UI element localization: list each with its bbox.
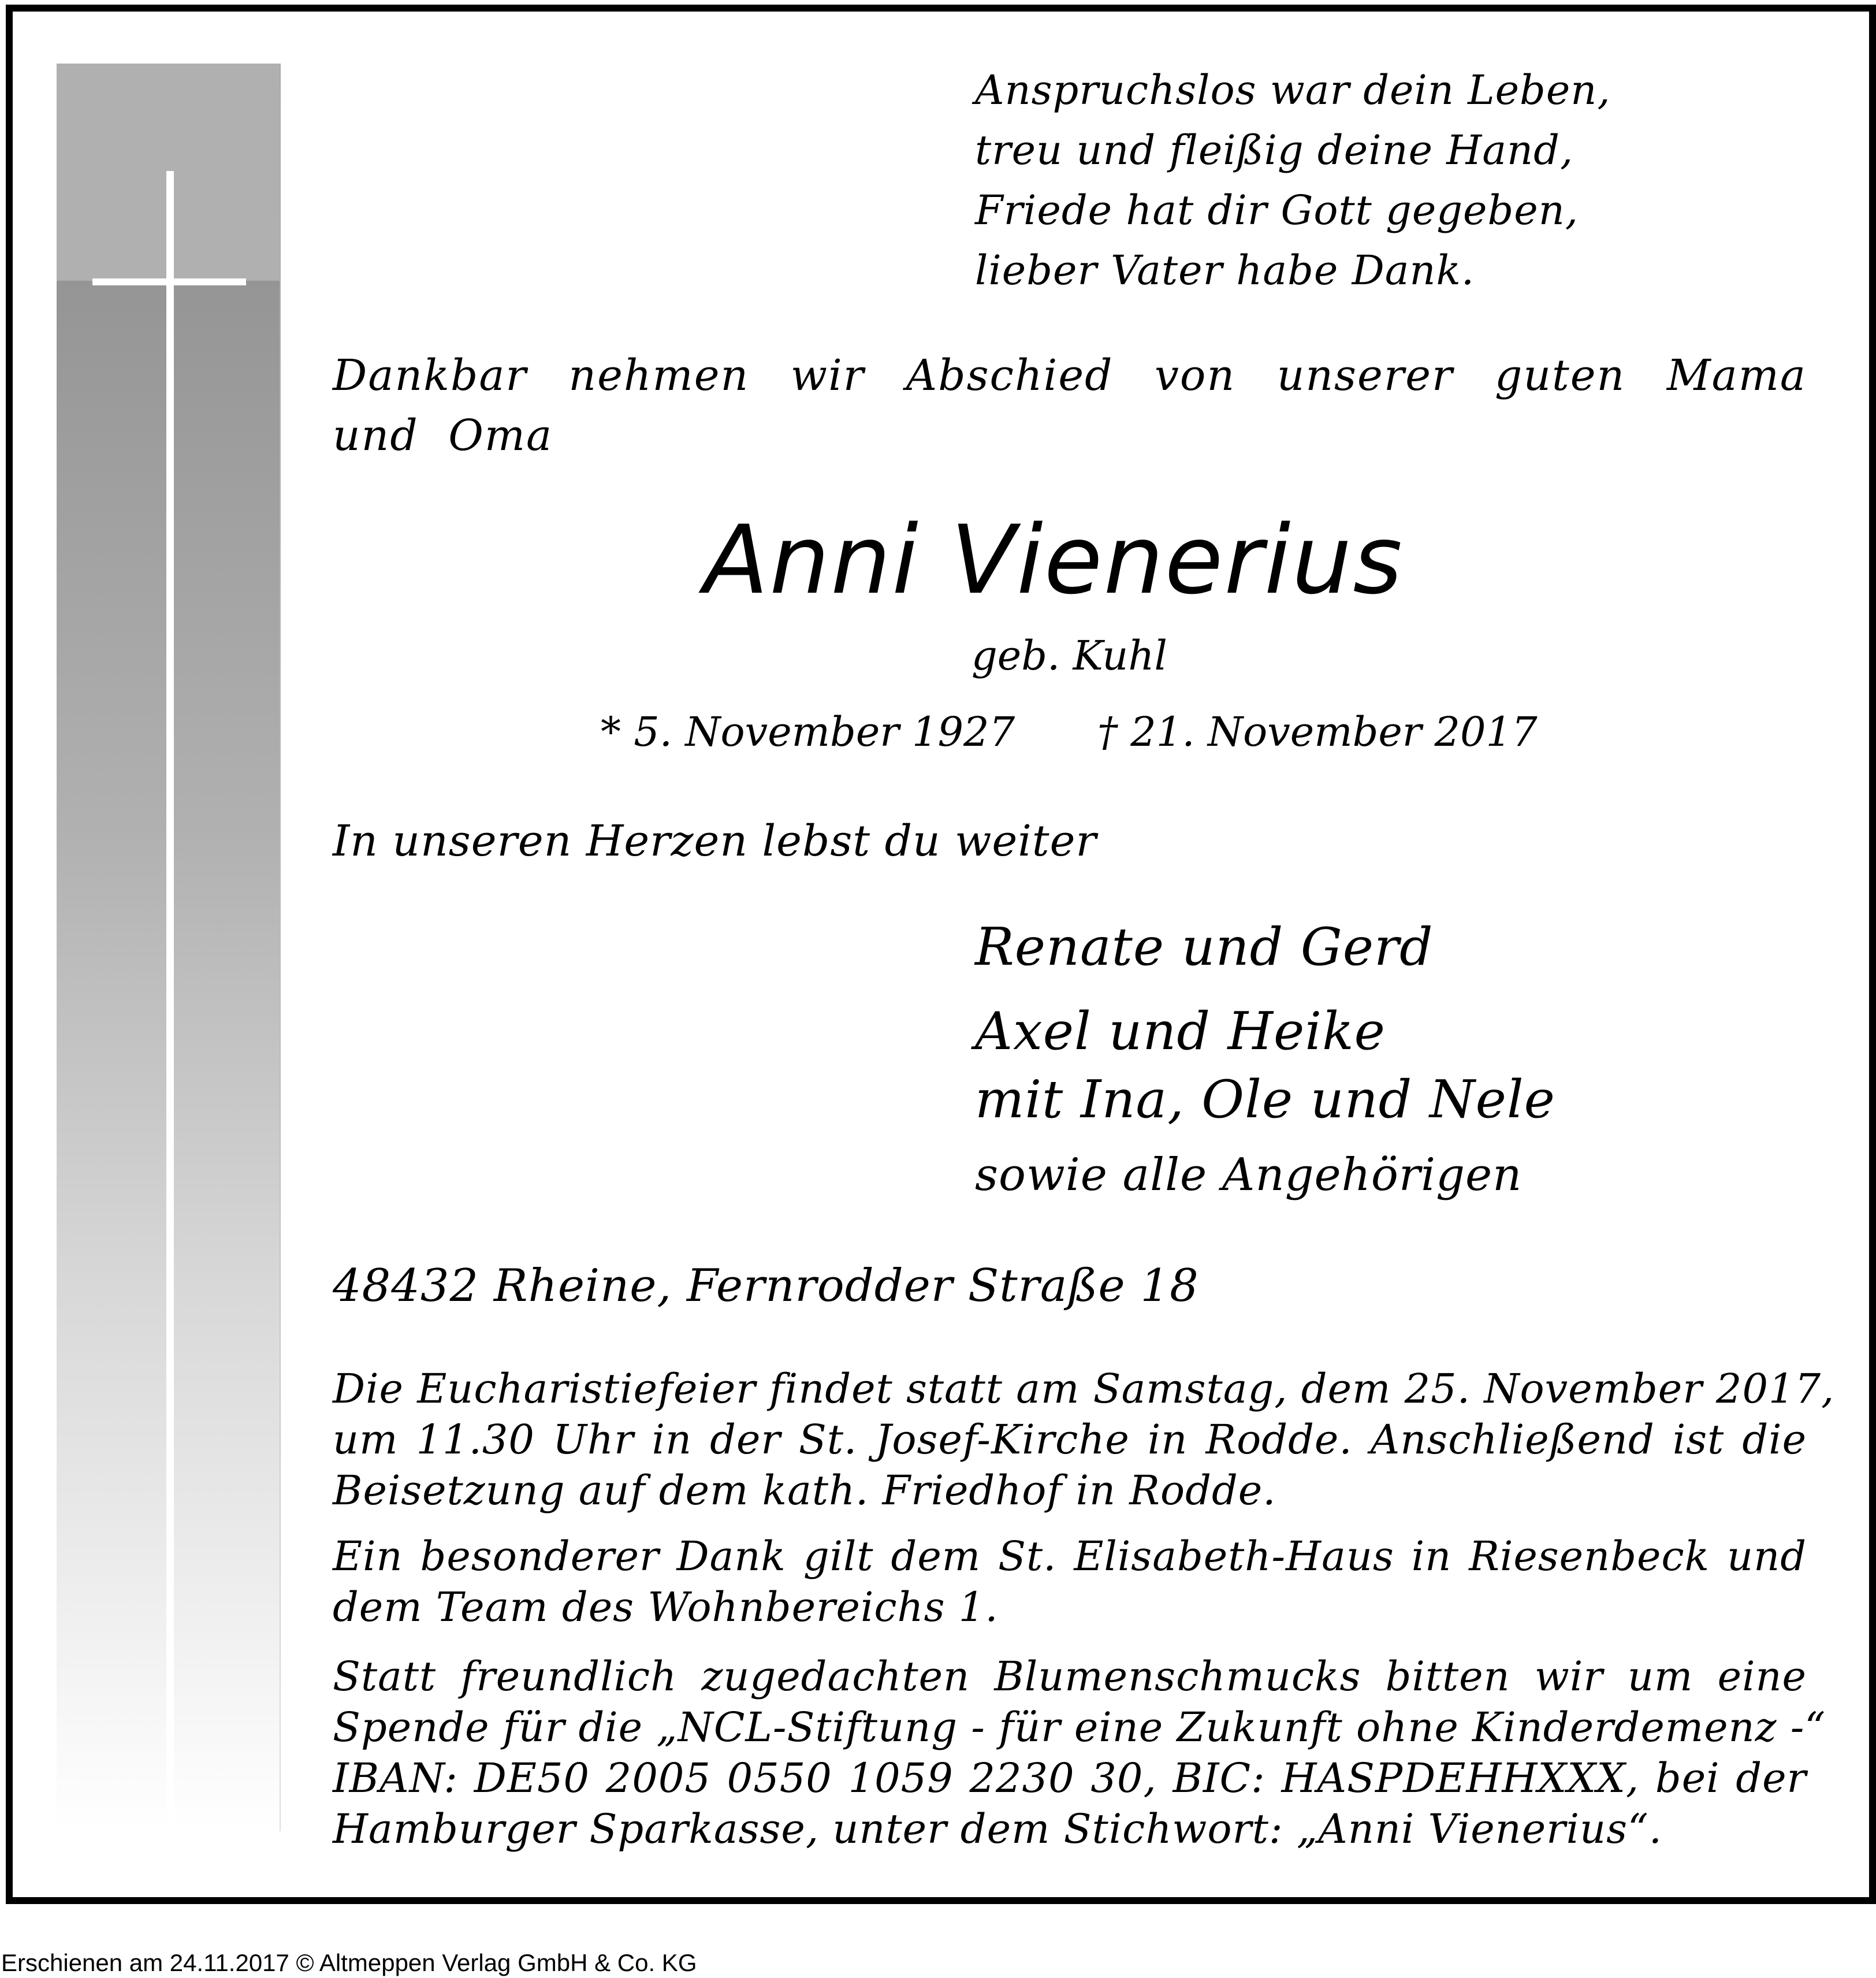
band-edge bbox=[280, 64, 281, 1831]
thanks-paragraph bbox=[333, 1531, 1807, 1633]
donation-line: Hamburger Sparkasse, unter dem Stichwort: „Anni Vienerius“. bbox=[333, 1805, 1663, 1853]
family-line: sowie alle Angehörigen bbox=[975, 1149, 1523, 1201]
service-line: Beisetzung auf dem kath. Friedhof in Rodde. bbox=[333, 1467, 1276, 1514]
cross-band bbox=[57, 64, 281, 1831]
poem-line: Friede hat dir Gott gegeben, bbox=[975, 187, 1579, 234]
family-line: mit Ina, Ole und Nele bbox=[975, 1069, 1555, 1130]
poem-line: Anspruchslos war dein Leben, bbox=[975, 66, 1611, 114]
deceased-name: Anni Vienerius bbox=[704, 505, 1404, 615]
poem-line: lieber Vater habe Dank. bbox=[975, 247, 1475, 294]
thanks-line: Ein besonderer Dank gilt dem St. Elisabeth-Haus in Riesenbeck und bbox=[333, 1533, 1807, 1580]
donation-line: Statt freundlich zugedachten Blumenschmucks bitten wir um eine bbox=[333, 1653, 1807, 1700]
intro-text: Dankbar nehmen wir Abschied von unserer guten Mama und Oma bbox=[333, 351, 1807, 460]
cross-icon bbox=[166, 171, 174, 1841]
death-date: † 21. November 2017 bbox=[1097, 708, 1538, 756]
remembrance-text: In unseren Herzen lebst du weiter bbox=[333, 816, 1097, 866]
cross-icon-beam bbox=[92, 278, 246, 285]
poem-line: treu und fleißig deine Hand, bbox=[975, 127, 1574, 174]
donation-line: Spende für die „NCL-Stiftung - für eine Zukunft ohne Kinderdemenz -“ bbox=[333, 1704, 1826, 1751]
family-line: Renate und Gerd bbox=[975, 917, 1434, 977]
service-paragraph bbox=[333, 1363, 1835, 1516]
thanks-line: dem Team des Wohnbereichs 1. bbox=[333, 1583, 999, 1631]
service-line: Die Eucharistiefeier findet statt am Samstag, dem 25. November 2017, bbox=[333, 1365, 1835, 1412]
maiden-name: geb. Kuhl bbox=[972, 632, 1167, 679]
family-line: Axel und Heike bbox=[975, 1001, 1386, 1062]
poem bbox=[975, 60, 1611, 300]
address: 48432 Rheine, Fernrodder Straße 18 bbox=[333, 1260, 1199, 1312]
service-line: um 11.30 Uhr in der St. Josef-Kirche in Rodde. Anschließend ist die bbox=[333, 1416, 1807, 1463]
donation-line: IBAN: DE50 2005 0550 1059 2230 30, BIC: HASPDEHHXXX, bei der bbox=[333, 1754, 1807, 1802]
donation-paragraph bbox=[333, 1651, 1826, 1854]
birth-date: * 5. November 1927 bbox=[601, 708, 1015, 756]
publication-footer: Erschienen am 24.11.2017 © Altmeppen Verlag GmbH & Co. KG bbox=[1, 1949, 697, 1976]
